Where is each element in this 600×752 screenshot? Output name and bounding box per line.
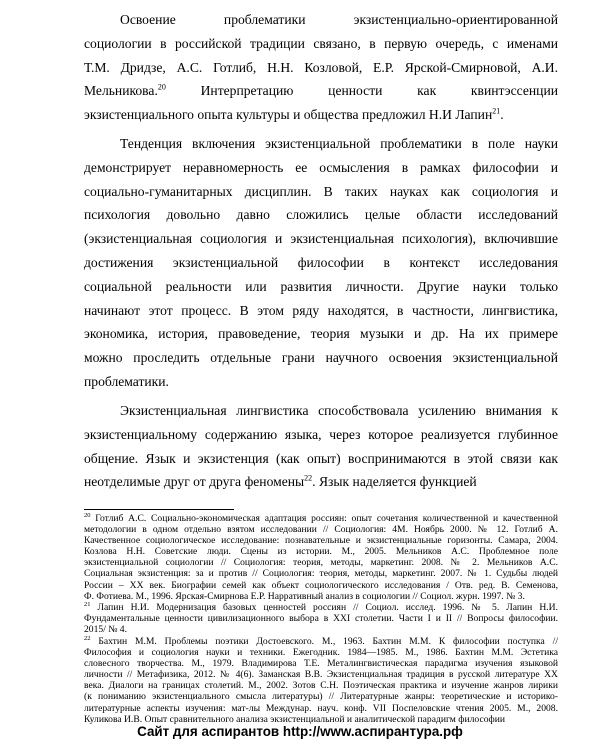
text-line: начинают этот процесс. В этом ряду находятся, в частности, лингвистика,	[84, 302, 558, 318]
footnote-line: века. Диалоги на границах столетий. М., 2002. Зотов С.Н. Поэтическая практика и изучение жанров лирики	[84, 680, 558, 692]
text-line: демонстрирует неравномерность ее осмысления в рамках философии и	[84, 159, 558, 175]
text-line: экзистенциального опыта культуры и общества предложил Н.И Лапин$^{21}$.	[84, 106, 504, 123]
text-line: Тенденция включения экзистенциальной проблематики в поле науки	[120, 136, 558, 151]
footnote-line: Козлова Н.Н. Советские люди. Сцены из истории. М., 2005. Мельников А.С. Проблемное поле	[84, 546, 558, 558]
footnote-line: экзистенциальной социологии // Социология: теория, методы, маркетинг. 2008. № 2. Мельников А.С.	[84, 557, 558, 569]
text-line: проблематики.	[84, 373, 169, 389]
footnote-line: Фундаментальные ценности цивилизационного выбора в XXI столетии. Части I и II // Вопросы философии.	[84, 613, 558, 625]
text-line: достижения экзистенциальной философии в контекст исследования	[84, 254, 558, 270]
footnote-line: Куликова И.В. Опыт сравнительного анализа экзистенциальной и аналитической парадигм философии	[84, 713, 505, 725]
text-line: Освоение проблематики экзистенциально-ориентированной	[120, 12, 558, 27]
text-line: (экзистенциальная социология и экзистенциальная психология), включившие	[84, 231, 558, 247]
paragraph-2	[84, 132, 558, 394]
footnote-number: 21	[84, 602, 91, 608]
footer-label: Сайт для аспирантов	[137, 724, 280, 739]
footnote-number: 20	[84, 513, 91, 519]
footnote-line: Ф. Фотиева. М., 1996. Ярская-Смирнова Е.Р. Нарративный анализ в социологии // Социол. журн. 1997. № 3.	[84, 590, 525, 602]
footnote-line: $^{22}$ Бахтин М.М. Проблемы поэтики Достоевского. М., 1963. Бахтин М.М. К философии поступка //	[84, 636, 558, 647]
footnote-separator	[84, 509, 234, 510]
text-line: экономика, история, правоведение, теория музыки и др. На их примере	[84, 326, 558, 342]
footnote-line: личности // Метафизика, 2012. № 4(6). Заманская В.В. Экзистенциальная традиция в русской литературе XX	[84, 669, 558, 681]
footnote-line: методологии в одном отдельно взятом исследовании // Социология: 4М. Ноябрь 2000. № 12. Готлиб А.	[84, 524, 558, 536]
text-line: социальной реальности или развития личности. Другие науки только	[84, 278, 558, 294]
text-line: Мельникова.$^{20}$ Интерпретацию ценности как квинтэссенции	[84, 82, 558, 99]
footnote-21	[84, 602, 558, 635]
text-line: социально-гуманитарных дисциплин. В таких науках как социология и	[84, 183, 558, 199]
paragraph-3	[84, 399, 558, 494]
text-line: неотделимые друг от друга феномены$^{22}$. Язык наделяется функцией	[84, 473, 477, 490]
footnote-reference[interactable]: 21	[492, 106, 501, 116]
text-line: социологии в российской традиции связано, в первую очередь, с именами	[84, 35, 558, 51]
footnote-20	[84, 513, 558, 602]
footnote-line: словесного творчества. М., 1979. Владимирова Т.Е. Металингвистическая парадигма изучения языковой	[84, 658, 558, 670]
footer-link[interactable]: http://www.аспирантура.рф	[282, 724, 463, 739]
footnote-line: (к пониманию экзистенциального смысла литературы) // Литературные жанры: теоретические и историко-	[84, 691, 558, 703]
footnote-number: 22	[84, 636, 91, 642]
text-line: психология довольно давно сложились целые области исследований	[84, 207, 558, 223]
footnote-reference[interactable]: 20	[157, 82, 166, 92]
footnote-line: Философия и социология науки и техники. Ежегодник. 1984—1985. М., 1986. Бахтин М.М. Эстетика	[84, 647, 558, 659]
footnote-line: $^{21}$ Лапин Н.И. Модернизация базовых ценностей россиян // Социол. исслед. 1996. № 5. Лапин Н.И.	[84, 602, 558, 613]
text-line: общение. Язык и экзистенция (как опыт) воспринимаются в этой связи как	[84, 450, 558, 466]
footnote-line: литературные аспекты изучения: мат-лы Междунар. науч. конф. VII Поспеловские чтения 2005. М., 2008.	[84, 702, 558, 714]
footnote-reference[interactable]: 22	[304, 473, 313, 483]
footnote-line: Качественное социологическое исследование: познавательные и экзистенциальные горизонты. Самара, 2004.	[84, 535, 558, 547]
footnote-line: 2015/ № 4.	[84, 624, 127, 636]
site-footer	[0, 724, 600, 739]
footnote-line: $^{20}$ Готлиб А.С. Социально-экономическая адаптация россиян: опыт сочетания количественной и качественной	[84, 513, 558, 524]
text-line: Т.М. Дридзе, А.С. Готлиб, Н.Н. Козловой, Е.Р. Ярской-Смирновой, А.И.	[84, 59, 558, 75]
footnote-22	[84, 636, 558, 725]
footnote-line: России – XX век. Биографии семей как объект социологического исследования / Отв. ред. В. Семенова,	[84, 579, 558, 591]
text-line: экзистенциальному содержанию языка, через которое реализуется глубинное	[84, 426, 558, 442]
text-line: можно проследить отдельные грани научного освоения экзистенциальной	[84, 350, 558, 366]
paragraph-1	[84, 8, 558, 127]
footnote-line: Социальная экзистенция: за и против // Социология: теория, методы, маркетинг. 2007. № 1. Судьбы людей	[84, 568, 558, 580]
text-line: Экзистенциальная лингвистика способствовала усилению внимания к	[120, 403, 558, 418]
